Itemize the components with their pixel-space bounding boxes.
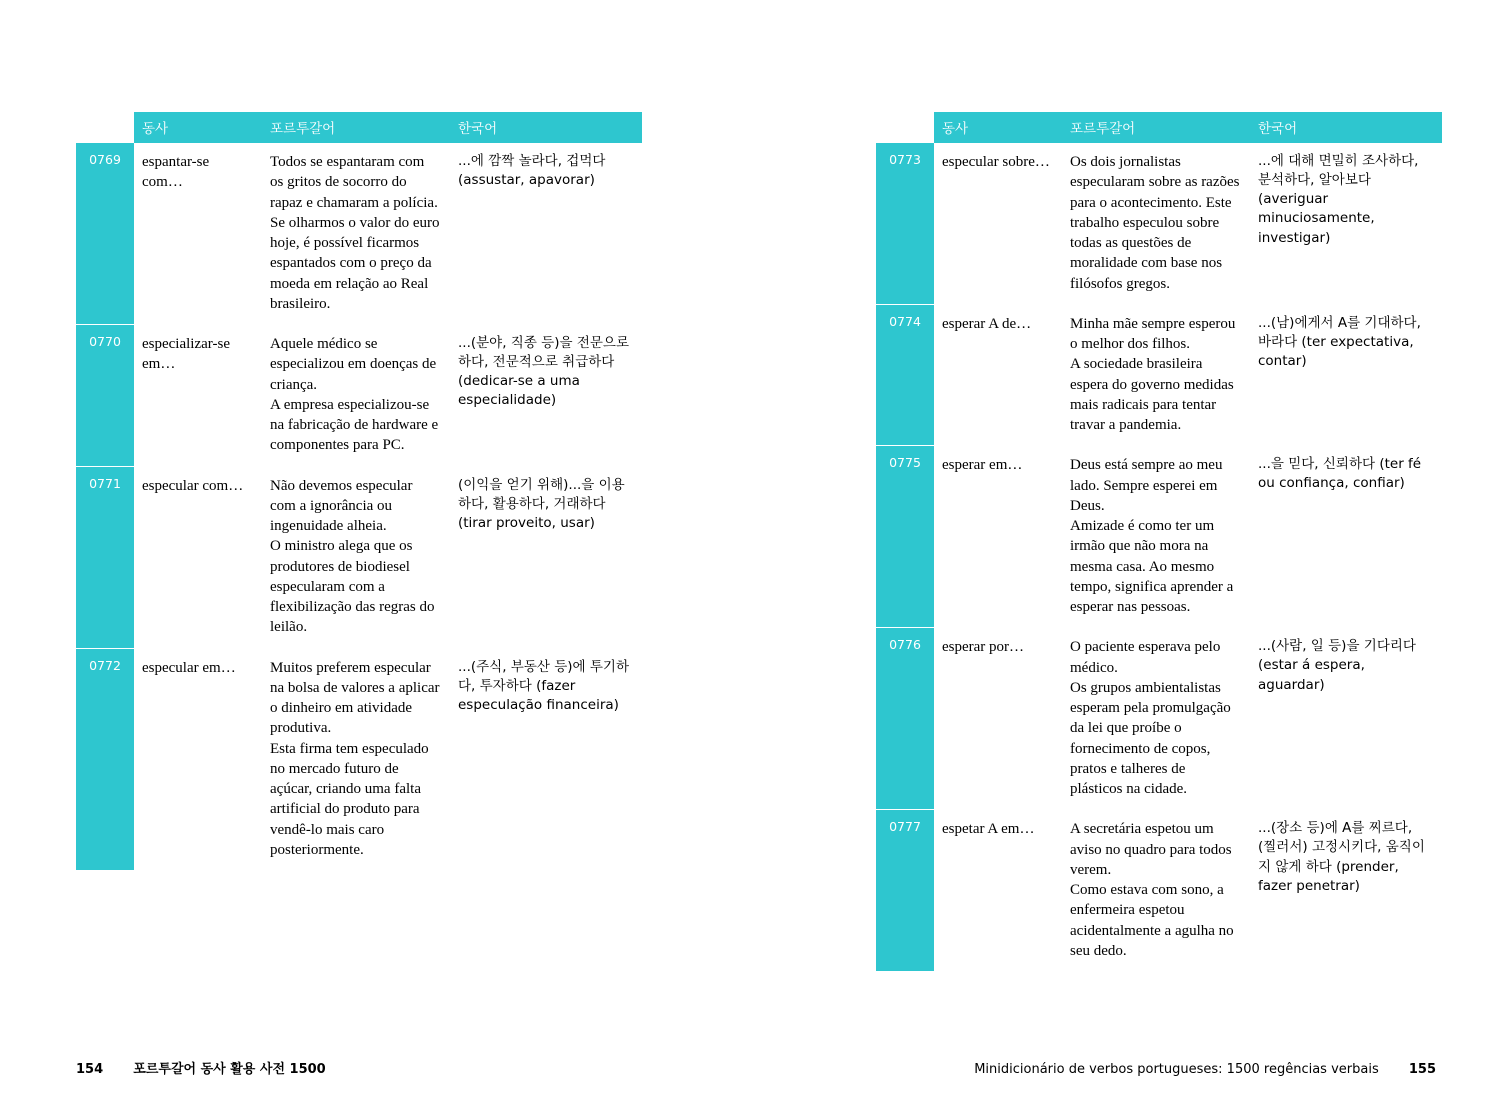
page-number-left: 154 [76,1062,104,1077]
entry-number: 0772 [76,648,134,871]
header-korean: 한국어 [1250,112,1442,143]
entry-portuguese: O paciente esperava pelo médico. Os grupos ambientalistas esperam pela promulgação da lei que proíbe o fornecimento de copos, pratos e talheres de plásticos na cidade. [1062,628,1250,810]
footer-right [974,1062,1436,1077]
entry-korean: ...에 깜짝 놀라다, 겁먹다 (assustar, apavorar) [450,143,642,325]
entry-verb: especular em… [134,648,262,871]
entry-verb: esperar em… [934,446,1062,628]
entry-korean: ...(사람, 일 등)을 기다리다 (estar á espera, aguardar) [1250,628,1442,810]
entry-verb: esperar A de… [934,304,1062,446]
table-head-right [876,112,1442,143]
entry-number: 0777 [876,810,934,972]
verb-table-left [76,112,642,871]
header-verb: 동사 [134,112,262,143]
entry-verb: esperar por… [934,628,1062,810]
entry-portuguese: Não devemos especular com a ignorância ou ingenuidade alheia. O ministro alega que os produtores de biodiesel especularam com a flexibilização das regras do leilão. [262,466,450,648]
page-number-right: 155 [1408,1062,1436,1077]
entry-korean: ...에 대해 면밀히 조사하다, 분석하다, 알아보다 (averiguar minuciosamente, investigar) [1250,143,1442,304]
left-page [0,112,756,972]
verb-table-right [876,112,1442,972]
entry-korean: ...(분야, 직종 등)을 전문으로 하다, 전문적으로 취급하다 (dedicar-se a uma especialidade) [450,325,642,467]
entry-number: 0775 [876,446,934,628]
table-head-left [76,112,642,143]
header-number [876,112,934,143]
table-row [76,648,642,871]
right-page [756,112,1512,972]
entry-verb: espantar-se com… [134,143,262,325]
header-portuguese: 포르투갈어 [262,112,450,143]
header-verb: 동사 [934,112,1062,143]
entry-korean: ...(남)에게서 A를 기대하다, 바라다 (ter expectativa, contar) [1250,304,1442,446]
table-row [876,446,1442,628]
table-header-row [876,112,1442,143]
table-row [76,143,642,325]
entry-portuguese: Aquele médico se especializou em doenças de criança. A empresa especializou-se na fabricação de hardware e componentes para PC. [262,325,450,467]
table-body-right [876,143,1442,972]
entry-portuguese: Todos se espantaram com os gritos de socorro do rapaz e chamaram a polícia. Se olharmos o valor do euro hoje, é possível ficarmos espantados com o preço da moeda em relação ao Real brasileiro. [262,143,450,325]
header-number [76,112,134,143]
entry-portuguese: Muitos preferem especular na bolsa de valores a aplicar o dinheiro em atividade produtiva. Esta firma tem especulado no mercado futuro de açúcar, criando uma falta artificial do produto para vendê-lo mais caro posteriormente. [262,648,450,871]
entry-verb: especular sobre… [934,143,1062,304]
entry-number: 0770 [76,325,134,467]
entry-korean: ...(주식, 부동산 등)에 투기하다, 투자하다 (fazer especulação financeira) [450,648,642,871]
entry-portuguese: Deus está sempre ao meu lado. Sempre esperei em Deus. Amizade é como ter um irmão que não mora na mesma casa. Ao mesmo tempo, significa aprender a esperar nas pessoas. [1062,446,1250,628]
entry-verb: espetar A em… [934,810,1062,972]
entry-number: 0769 [76,143,134,325]
footer-left [76,1058,326,1077]
footer-title-left: 포르투갈어 동사 활용 사전 1500 [133,1062,326,1077]
table-row [76,466,642,648]
table-row [876,810,1442,972]
entry-number: 0774 [876,304,934,446]
entry-portuguese: A secretária espetou um aviso no quadro para todos verem. Como estava com sono, a enfermeira espetou acidentalmente a agulha no seu dedo. [1062,810,1250,972]
table-body-left [76,143,642,871]
footer-title-right: Minidicionário de verbos portugueses: 1500 regências verbais [974,1062,1379,1077]
table-row [876,628,1442,810]
table-row [876,143,1442,304]
entry-korean: ...을 믿다, 신뢰하다 (ter fé ou confiança, confiar) [1250,446,1442,628]
header-portuguese: 포르투갈어 [1062,112,1250,143]
entry-number: 0773 [876,143,934,304]
table-row [76,325,642,467]
table-row [876,304,1442,446]
entry-korean: (이익을 얻기 위해)...을 이용하다, 활용하다, 거래하다 (tirar proveito, usar) [450,466,642,648]
entry-korean: ...(장소 등)에 A를 찌르다, (찔러서) 고정시키다, 움직이지 않게 하다 (prender, fazer penetrar) [1250,810,1442,972]
header-korean: 한국어 [450,112,642,143]
table-header-row [76,112,642,143]
entry-verb: especializar-se em… [134,325,262,467]
entry-number: 0776 [876,628,934,810]
entry-portuguese: Minha mãe sempre esperou o melhor dos filhos. A sociedade brasileira espera do governo medidas mais radicais para tentar travar a pandemia. [1062,304,1250,446]
entry-portuguese: Os dois jornalistas especularam sobre as razões para o acontecimento. Este trabalho especulou sobre todas as questões de moralidade com base nos filósofos gregos. [1062,143,1250,304]
entry-verb: especular com… [134,466,262,648]
entry-number: 0771 [76,466,134,648]
